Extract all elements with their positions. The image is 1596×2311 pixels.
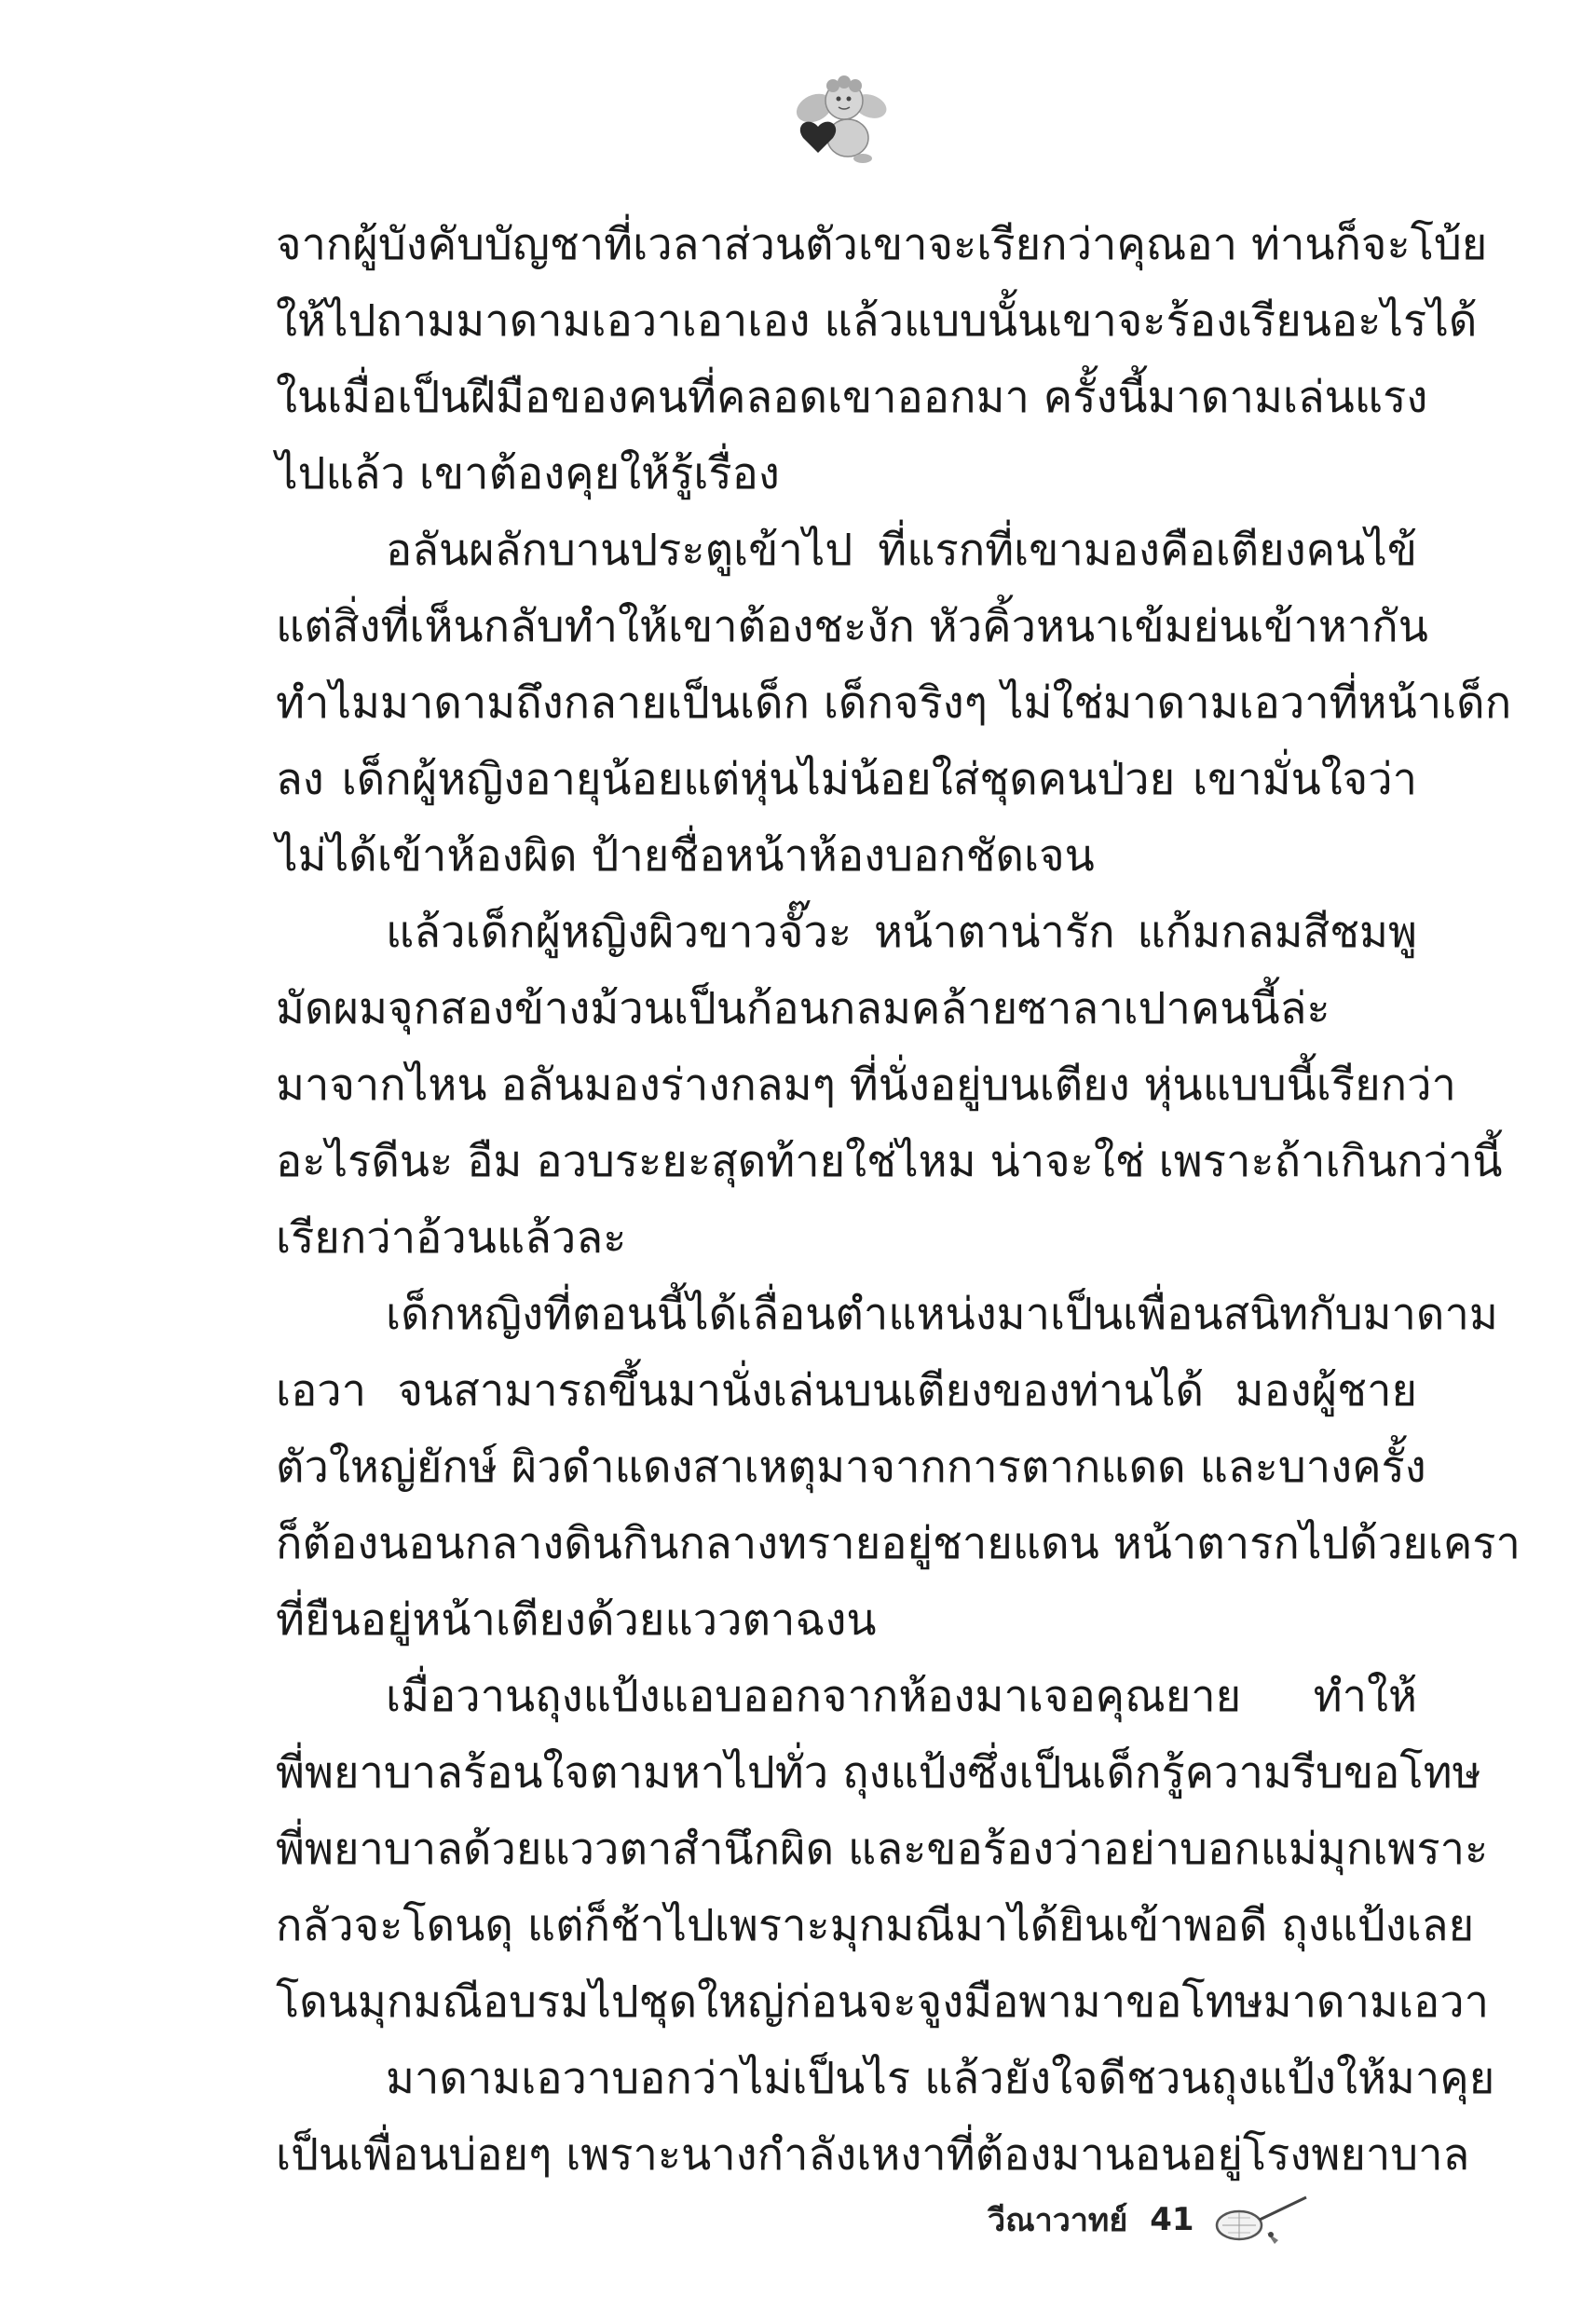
text-line: กลัวจะโดนดุ แต่ก็ช้าไปเพราะมุกมณีมาได้ยินเข้าพอดี ถุงแป้งเลย [276, 1900, 1475, 1951]
text-line: ทำไมมาดามถึงกลายเป็นเด็ก เด็กจริงๆ ไม่ใช่มาดามเอวาที่หน้าเด็ก [276, 677, 1512, 729]
paragraph [276, 895, 1503, 1277]
paragraph [276, 1277, 1521, 1659]
text-line: ตัวใหญ่ยักษ์ ผิวดำแดงสาเหตุมาจากการตากแดด และบางครั้ง [276, 1442, 1426, 1493]
text-line: พี่พยาบาลร้อนใจตามหาไปทั่ว ถุงแป้งซึ่งเป็นเด็กรู้ความรีบขอโทษ [276, 1747, 1481, 1798]
text-line: เด็กหญิงที่ตอนนี้ได้เลื่อนตำแหน่งมาเป็นเพื่อนสนิทกับมาดาม [386, 1289, 1498, 1340]
text-line: ไปแล้ว เขาต้องคุยให้รู้เรื่อง [276, 448, 780, 499]
paragraph [276, 1659, 1490, 2041]
text-line: ที่ยืนอยู่หน้าเตียงด้วยแววตาฉงน [276, 1594, 877, 1646]
text-line: ก็ต้องนอนกลางดินกินกลางทรายอยู่ชายแดน หน้าตารกไปด้วยเครา [276, 1518, 1521, 1569]
text-line: เป็นเพื่อนบ่อยๆ เพราะนางกำลังเหงาที่ต้องมานอนอยู่โรงพยาบาล [276, 2129, 1470, 2181]
text-line: ลง เด็กผู้หญิงอายุน้อยแต่หุ่นไม่น้อยใส่ชุดคนป่วย เขามั่นใจว่า [276, 754, 1417, 805]
text-line: ในเมื่อเป็นฝีมือของคนที่คลอดเขาออกมา ครั้งนี้มาดามเล่นแรง [276, 372, 1428, 423]
text-line: มาจากไหน อลันมองร่างกลมๆ ที่นั่งอยู่บนเตียง หุ่นแบบนี้เรียกว่า [276, 1060, 1456, 1111]
book-title: วีณาวาทย์ [988, 2202, 1128, 2239]
paragraph [276, 513, 1512, 895]
text-line: เรียกว่าอ้วนแล้วละ [276, 1212, 627, 1264]
paragraph [276, 2041, 1495, 2194]
text-line: เอวา จนสามารถขึ้นมานั่งเล่นบนเตียงของท่านได้ มองผู้ชาย [276, 1365, 1417, 1416]
text-line: ไม่ได้เข้าห้องผิด ป้ายชื่อหน้าห้องบอกชัดเจน [276, 830, 1095, 882]
text-line: มัดผมจุกสองข้างม้วนเป็นก้อนกลมคล้ายซาลาเปาคนนี้ล่ะ [276, 983, 1330, 1034]
text-line: ให้ไปถามมาดามเอวาเอาเอง แล้วแบบนั้นเขาจะร้องเรียนอะไรได้ [276, 295, 1478, 347]
page-footer [988, 2192, 1316, 2248]
text-line: อลันผลักบานประตูเข้าไป ที่แรกที่เขามองคือเตียงคนไข้ [386, 525, 1417, 576]
text-line: พี่พยาบาลด้วยแววตาสำนึกผิด และขอร้องว่าอย่าบอกแม่มุกเพราะ [276, 1824, 1489, 1875]
paragraph [276, 207, 1488, 513]
text-line: แล้วเด็กผู้หญิงผิวขาวจั๊วะ หน้าตาน่ารัก แก้มกลมสีชมพู [386, 907, 1417, 958]
body-text [276, 207, 1521, 2194]
text-line: มาดามเอวาบอกว่าไม่เป็นไร แล้วยังใจดีชวนถุงแป้งให้มาคุย [386, 2053, 1495, 2104]
page-number: 41 [1150, 2201, 1194, 2238]
text-line: โดนมุกมณีอบรมไปชุดใหญ่ก่อนจะจูงมือพามาขอโทษมาดามเอวา [276, 1976, 1490, 2028]
cherub-heart-icon [790, 73, 893, 166]
text-line: อะไรดีนะ อืม อวบระยะสุดท้ายใช่ไหม น่าจะใช่ เพราะถ้าเกินกว่านี้ [276, 1136, 1503, 1187]
badminton-racket-icon [1213, 2192, 1316, 2248]
text-line: เมื่อวานถุงแป้งแอบออกจากห้องมาเจอคุณยาย ทำให้ [386, 1671, 1417, 1722]
text-line: จากผู้บังคับบัญชาที่เวลาส่วนตัวเขาจะเรียกว่าคุณอา ท่านก็จะโบ้ย [276, 219, 1488, 270]
text-line: แต่สิ่งที่เห็นกลับทำให้เขาต้องชะงัก หัวคิ้วหนาเข้มย่นเข้าหากัน [276, 601, 1428, 652]
